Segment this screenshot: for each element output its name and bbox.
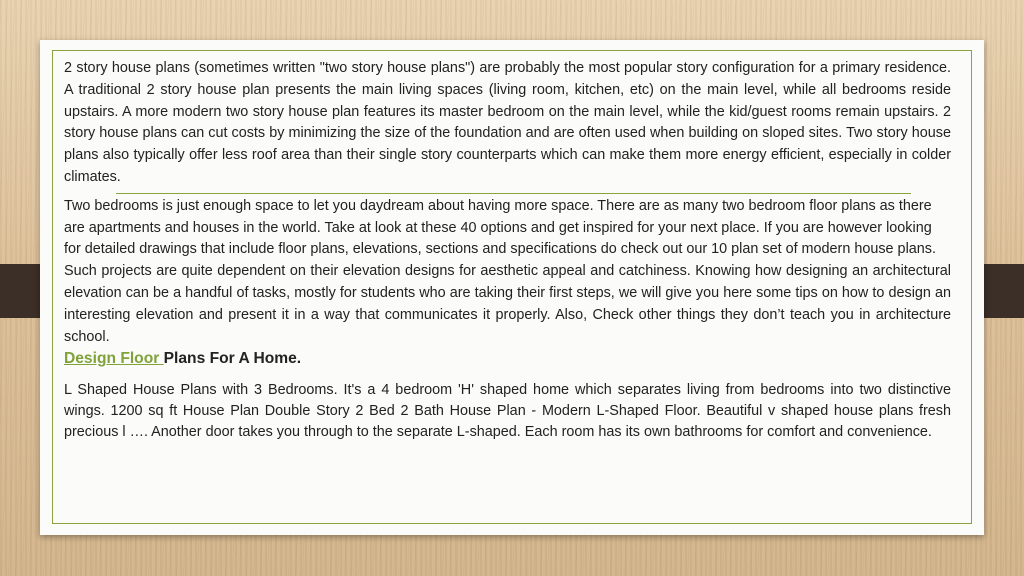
paragraph-elevation-designs: Such projects are quite dependent on their elevation designs for aesthetic appeal and catchiness. Knowing how designing an architectural elevation can be a handful of tasks, mostly for students who are taking their first steps, we will give you here some tips on how to design an interesting elevation and present it in a way that communicates it properly. Also, Check other things they don’t teach you in architecture school.: [64, 263, 951, 345]
divider-rule: [116, 193, 911, 194]
slide-content: [64, 58, 951, 443]
paragraph-l-shaped: L Shaped House Plans with 3 Bedrooms. It's a 4 bedroom 'H' shaped home which separates living from bedrooms into two distinctive wings. 1200 sq ft House Plan Double Story 2 Bed 2 Bath House Plan - Modern L-Shaped Floor. Beautiful v shaped house plans fresh precious l …. Another door takes you through to the separate L-shaped. Each room has its own bathrooms for comfort and convenience.: [64, 382, 951, 441]
paragraph-two-story-plans: 2 story house plans (sometimes written "two story house plans") are probably the most popular story configuration for a primary residence. A traditional 2 story house plan presents the main living spaces (living room, kitchen, etc) on the main level, while all bedrooms reside upstairs. A more modern two story house plan features its master bedroom on the main level, while the kid/guest rooms remain upstairs. 2 story house plans can cut costs by minimizing the size of the foundation and are often used when building on sloped sites. Two story house plans also typically offer less roof area than their single story counterparts which can make them more energy efficient, especially in colder climates.: [64, 60, 951, 185]
slide-paper: [40, 40, 984, 535]
section-heading: [64, 348, 951, 370]
heading-rest: Plans For A Home.: [163, 350, 302, 368]
design-floor-link[interactable]: Design Floor: [64, 350, 164, 368]
paragraph-two-bedrooms: Two bedrooms is just enough space to let you daydream about having more space. There are as many two bedroom floor plans as there are apartments and houses in the world. Take at look at these 40 options and get inspired for your next place. If you are however looking for detailed drawings that include floor plans, elevations, sections and specifications do check out our 10 plan set of modern house plans.: [64, 197, 936, 258]
